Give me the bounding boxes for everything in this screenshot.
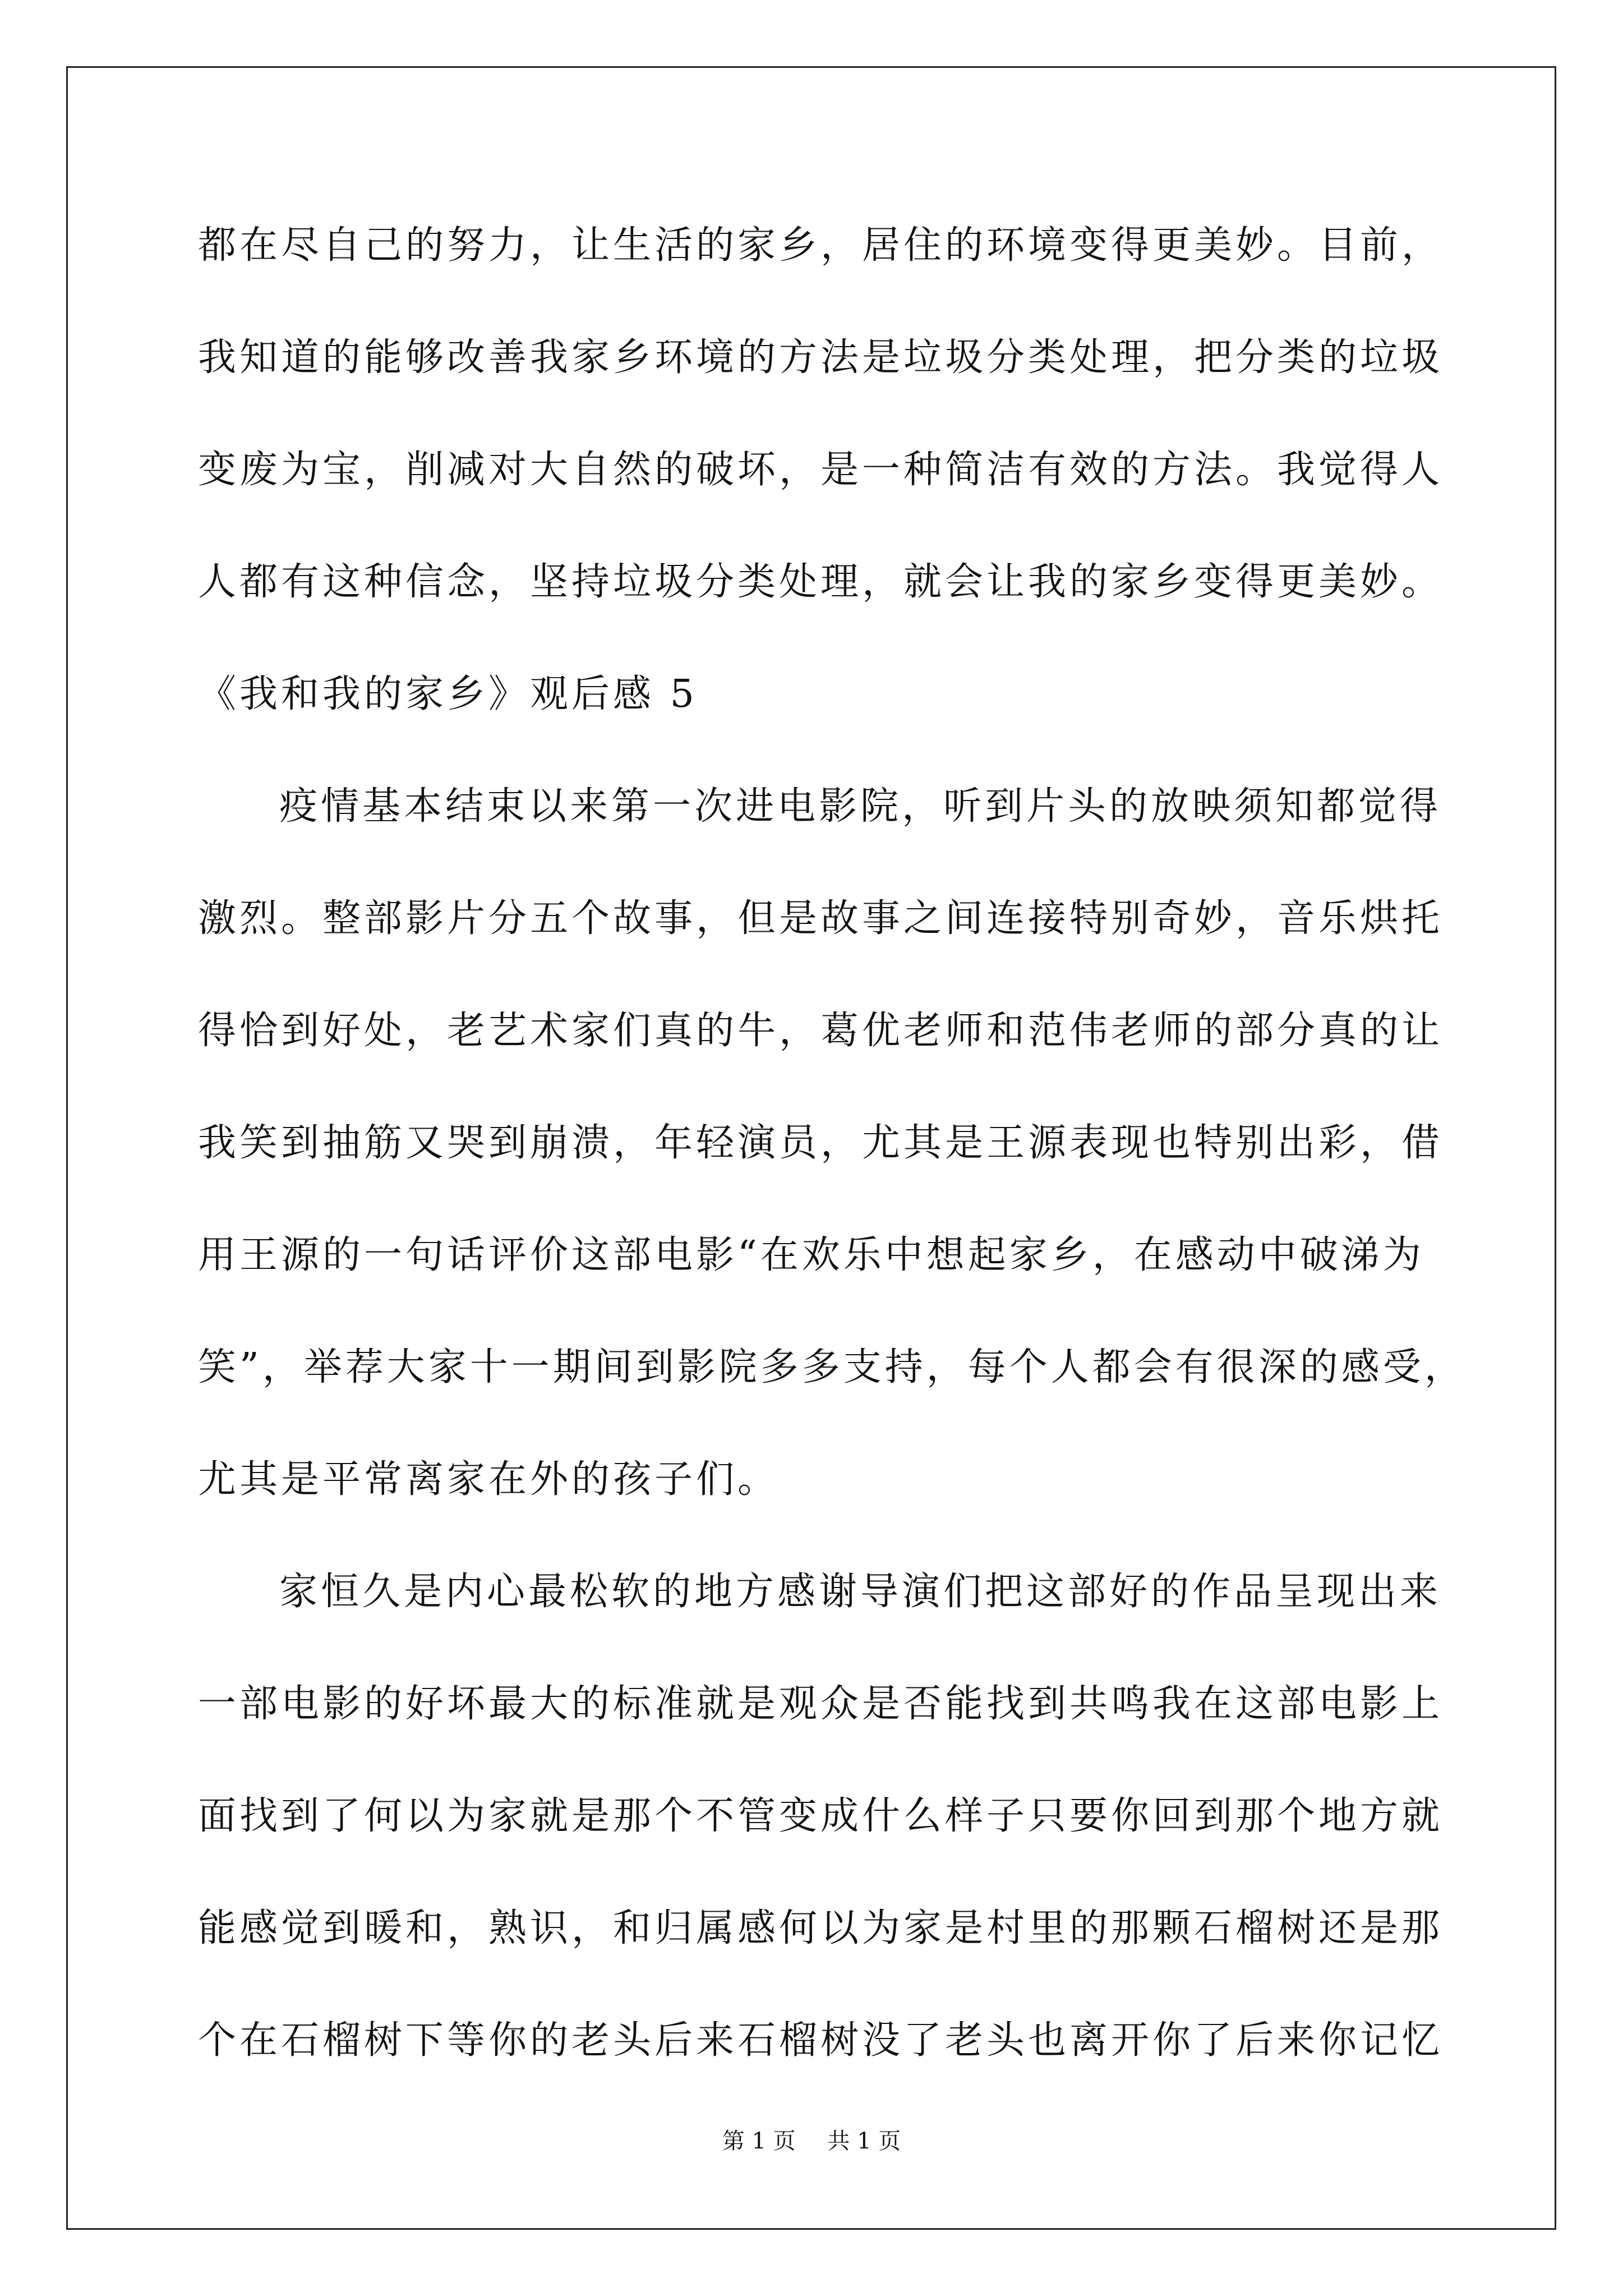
page-total: 共 1 页	[827, 2128, 901, 2154]
body-line: 我知道的能够改善我家乡环境的方法是垃圾分类处理，把分类的垃圾	[198, 335, 1444, 380]
body-line: 得恰到好处，老艺术家们真的牛，葛优老师和范伟老师的部分真的让	[198, 1009, 1444, 1053]
body-line: 疫情基本结束以来第一次进电影院，听到片头的放映须知都觉得	[279, 784, 1442, 829]
body-line: 一部电影的好坏最大的标准就是观众是否能找到共鸣我在这部电影上	[198, 1682, 1444, 1726]
body-line: 我笑到抽筋又哭到崩溃，年轻演员，尤其是王源表现也特别出彩，借	[198, 1121, 1444, 1165]
section-heading: 《我和我的家乡》观后感 5	[198, 672, 698, 716]
body-line: 尤其是平常离家在外的孩子们。	[198, 1457, 780, 1502]
body-line: 人都有这种信念，坚持垃圾分类处理，就会让我的家乡变得更美妙。	[198, 560, 1444, 604]
body-line: 都在尽自己的努力，让生活的家乡，居住的环境变得更美妙。目前，	[198, 223, 1444, 268]
body-line: 激烈。整部影片分五个故事，但是故事之间连接特别奇妙，音乐烘托	[198, 896, 1444, 941]
body-line: 用王源的一句话评价这部电影“在欢乐中想起家乡，在感动中破涕为	[198, 1233, 1424, 1277]
page-footer	[0, 2127, 1623, 2155]
body-line: 家恒久是内心最松软的地方感谢导演们把这部好的作品呈现出来	[279, 1570, 1442, 1614]
body-line: 笑”，举荐大家十一期间到影院多多支持，每个人都会有很深的感受，	[198, 1345, 1466, 1389]
body-line: 面找到了何以为家就是那个不管变成什么样子只要你回到那个地方就	[198, 1794, 1444, 1838]
body-line: 能感觉到暖和，熟识，和归属感何以为家是村里的那颗石榴树还是那	[198, 1906, 1444, 1950]
page-number: 第 1 页	[722, 2128, 796, 2154]
body-line: 变废为宝，削减对大自然的破坏，是一种简洁有效的方法。我觉得人	[198, 448, 1444, 492]
body-line: 个在石榴树下等你的老头后来石榴树没了老头也离开你了后来你记忆	[198, 2018, 1444, 2063]
